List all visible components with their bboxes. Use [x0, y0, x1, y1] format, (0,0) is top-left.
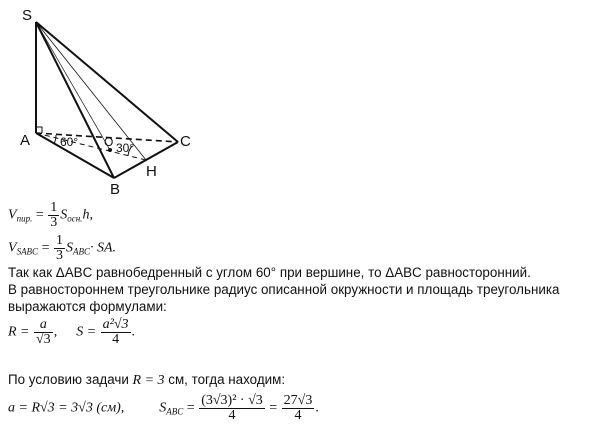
final-s-eq: =: [186, 400, 195, 416]
f2-eq: =: [41, 240, 50, 256]
final-s-eq2: =: [269, 400, 278, 416]
formula-volume-general: [8, 201, 93, 230]
angle-arc-A: [54, 135, 56, 144]
label-S: S: [22, 7, 33, 24]
label-angle-30: 30°: [116, 141, 135, 155]
final-a-expr: a = R√3 = 3√3 (см),: [8, 400, 125, 416]
pyramid-diagram: [0, 0, 260, 195]
label-A: A: [20, 132, 31, 149]
s-fraction: [101, 318, 131, 347]
r-fraction: [34, 318, 53, 347]
s-lhs: S =: [76, 324, 97, 340]
f1-tail: h,: [82, 207, 93, 223]
f1-num: 1: [50, 200, 58, 215]
f2-num: 1: [55, 233, 63, 248]
line4-math: R = 3: [132, 373, 165, 388]
f1-fraction: [48, 201, 59, 230]
final-num-1: (3√3)² · √3: [201, 393, 263, 408]
final-fraction-2: [282, 394, 315, 423]
label-B: B: [110, 181, 121, 195]
formula-volume-sabc: [8, 234, 116, 263]
line4-suffix: см, тогда находим:: [164, 372, 286, 387]
segment-SH: [36, 22, 146, 160]
f2-den: 3: [55, 248, 63, 263]
label-C: C: [180, 133, 191, 150]
f2-fraction: [54, 234, 65, 263]
f1-sub: пир.: [16, 213, 33, 224]
final-num-2: 27√3: [283, 393, 313, 408]
final-s-sub: ABC: [166, 406, 184, 417]
text-line-2: В равностороннем треугольнике радиус описанной окружности и площадь треугольника: [8, 282, 560, 297]
f2-s-sub: ABC: [72, 246, 90, 257]
text-line-4: [8, 372, 285, 389]
final-den-1: 4: [228, 408, 236, 423]
f2-tail: · SA.: [89, 240, 117, 256]
f1-s: S: [60, 207, 68, 223]
f1-s-sub: осн.: [67, 213, 83, 224]
s-den: 4: [112, 332, 120, 347]
s-num: a²√3: [102, 317, 129, 332]
s-end: .: [131, 324, 136, 340]
f1-lhs: V: [8, 207, 17, 223]
r-den: √3: [36, 332, 51, 347]
line4-prefix: По условию задачи: [8, 372, 133, 387]
r-sep: ,: [53, 324, 58, 340]
f1-eq: =: [35, 207, 44, 223]
edge-SC: [36, 22, 178, 142]
label-H: H: [146, 163, 157, 180]
label-O: O: [104, 135, 114, 149]
final-s-lhs: S: [159, 400, 167, 416]
final-s-end: .: [315, 400, 319, 416]
f2-lhs: V: [8, 240, 17, 256]
formula-r-and-s: [8, 318, 135, 347]
f2-s: S: [65, 240, 73, 256]
f2-sub: SABC: [16, 246, 39, 257]
formula-final: [8, 394, 319, 423]
segment-SO: [36, 22, 110, 150]
text-line-1: Так как ΔABC равнобедренный с углом 60° при вершине, то ΔABC равносторонний.: [8, 265, 531, 280]
r-lhs: R =: [8, 324, 30, 340]
final-fraction-1: [199, 394, 265, 423]
text-line-3: выражаются формулами:: [8, 299, 167, 314]
label-angle-60: 60°: [60, 135, 79, 149]
final-den-2: 4: [294, 408, 302, 423]
r-num: a: [34, 318, 53, 333]
f1-den: 3: [50, 215, 58, 230]
